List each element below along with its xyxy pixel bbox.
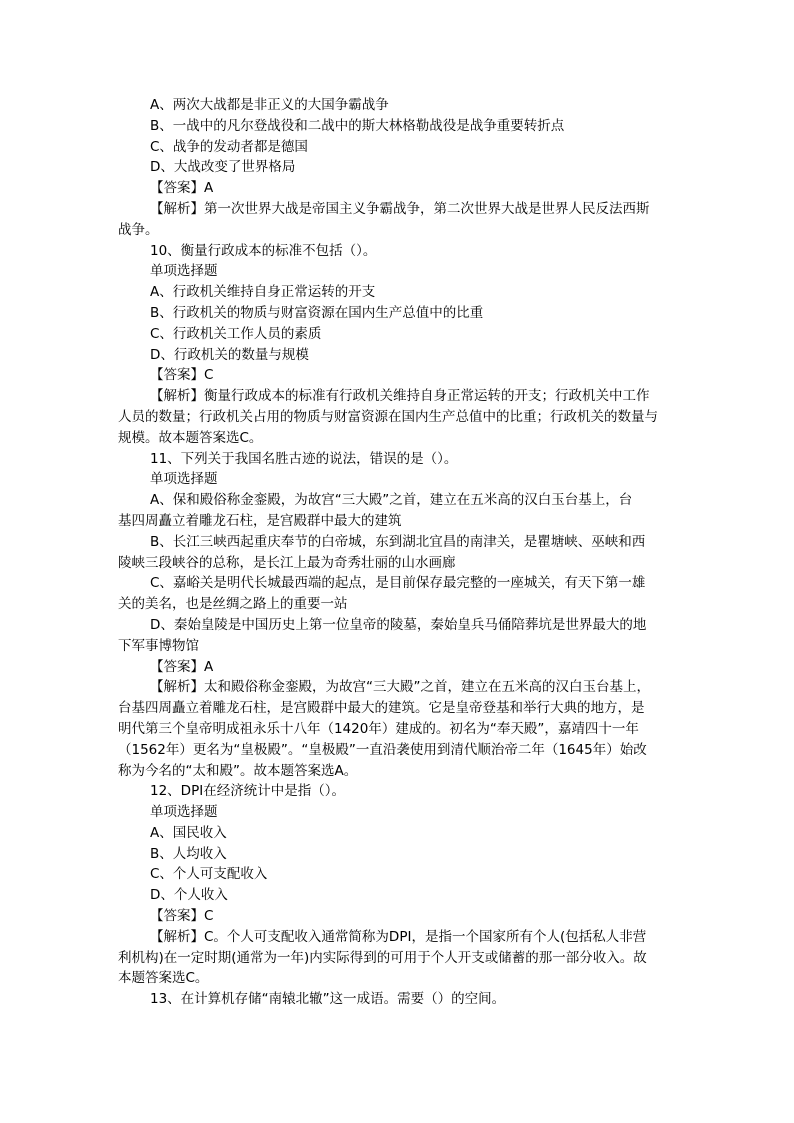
- q10-option-d: D、行政机关的数量与规模: [150, 346, 309, 363]
- q11-question: 11、下列关于我国名胜古迹的说法，错误的是（）。: [150, 450, 458, 467]
- q13-question: 13、在计算机存储“南辕北辙”这一成语。需要（）的空间。: [150, 991, 506, 1008]
- q12-answer: 【答案】C: [150, 908, 214, 925]
- q12-analysis-line-1: 【解析】C。个人可支配收入通常简称为DPI，是指一个国家所有个人(包括私人非营: [150, 928, 647, 945]
- q11-analysis-line-2: 台基四周矗立着雕龙石柱，是宫殿群中最大的建筑。它是皇帝登基和举行大典的地方，是: [118, 700, 645, 717]
- q12-analysis-line-3: 本题答案选C。: [118, 970, 209, 987]
- q11-option-b-line-2: 陵峡三段峡谷的总称，是长江上最为奇秀壮丽的山水画廊: [118, 554, 456, 571]
- q9-option-d: D、大战改变了世界格局: [150, 159, 296, 176]
- q11-option-c-line-2: 关的美名，也是丝绸之路上的重要一站: [118, 596, 348, 613]
- q11-analysis-line-5: 称为今名的“太和殿”。故本题答案选A。: [118, 762, 358, 779]
- q10-analysis-line-2: 人员的数量；行政机关占用的物质与财富资源在国内生产总值中的比重；行政机关的数量与: [118, 408, 658, 425]
- q11-option-a-line-1: A、保和殿俗称金銮殿，为故宫“三大殿”之首，建立在五米高的汉白玉台基上，台: [150, 492, 633, 509]
- q9-option-c: C、战争的发动者都是德国: [150, 138, 308, 155]
- document-body: [118, 95, 684, 1010]
- q11-option-a-line-2: 基四周矗立着雕龙石柱，是宫殿群中最大的建筑: [118, 512, 402, 529]
- q12-option-d: D、个人收入: [150, 887, 228, 904]
- q12-question: 12、DPI在经济统计中是指（）。: [150, 783, 345, 800]
- q10-answer: 【答案】C: [150, 367, 214, 384]
- q10-question: 10、衡量行政成本的标准不包括（）。: [150, 242, 377, 259]
- q10-type: 单项选择题: [150, 263, 218, 280]
- q11-option-b-line-1: B、长江三峡西起重庆奉节的白帝城，东到湖北宜昌的南津关，是瞿塘峡、巫峡和西: [150, 533, 646, 550]
- q12-option-a: A、国民收入: [150, 824, 227, 841]
- q11-option-d-line-1: D、秦始皇陵是中国历史上第一位皇帝的陵墓，秦始皇兵马俑陪葬坑是世界最大的地: [150, 616, 647, 633]
- q10-option-a: A、行政机关维持自身正常运转的开支: [150, 284, 376, 301]
- q10-option-c: C、行政机关工作人员的素质: [150, 325, 322, 342]
- q11-option-c-line-1: C、嘉峪关是明代长城最西端的起点，是目前保存最完整的一座城关，有天下第一雄: [150, 575, 646, 592]
- q10-analysis-line-1: 【解析】衡量行政成本的标准有行政机关维持自身正常运转的开支；行政机关中工作: [150, 388, 650, 405]
- q9-option-a: A、两次大战都是非正义的大国争霸战争: [150, 97, 389, 113]
- q11-option-d-line-2: 下军事博物馆: [118, 637, 199, 654]
- q11-type: 单项选择题: [150, 471, 218, 488]
- q9-option-b: B、一战中的凡尔登战役和二战中的斯大林格勒战役是战争重要转折点: [150, 117, 565, 134]
- q12-option-b: B、人均收入: [150, 845, 227, 862]
- q10-option-b: B、行政机关的物质与财富资源在国内生产总值中的比重: [150, 304, 484, 321]
- q12-option-c: C、个人可支配收入: [150, 866, 268, 883]
- q9-analysis-line-1: 【解析】第一次世界大战是帝国主义争霸战争，第二次世界大战是世界人民反法西斯: [150, 200, 650, 217]
- q9-analysis-line-2: 战争。: [118, 221, 159, 238]
- q11-analysis-line-1: 【解析】太和殿俗称金銮殿，为故宫“三大殿”之首，建立在五米高的汉白玉台基上，: [150, 679, 650, 696]
- q12-type: 单项选择题: [150, 804, 218, 821]
- q11-analysis-line-4: （1562年）更名为“皇极殿”。“皇极殿”一直沿袭使用到清代顺治帝二年（1645年）始改: [118, 741, 647, 758]
- q9-answer: 【答案】A: [150, 180, 214, 197]
- q11-analysis-line-3: 明代第三个皇帝明成祖永乐十八年（1420年）建成的。初名为“奉天殿”，嘉靖四十一年: [118, 720, 639, 737]
- q10-analysis-line-3: 规模。故本题答案选C。: [118, 429, 263, 446]
- q12-analysis-line-2: 利机构)在一定时期(通常为一年)内实际得到的可用于个人开支或储蓄的那一部分收入。故: [118, 949, 647, 966]
- q11-answer: 【答案】A: [150, 658, 214, 675]
